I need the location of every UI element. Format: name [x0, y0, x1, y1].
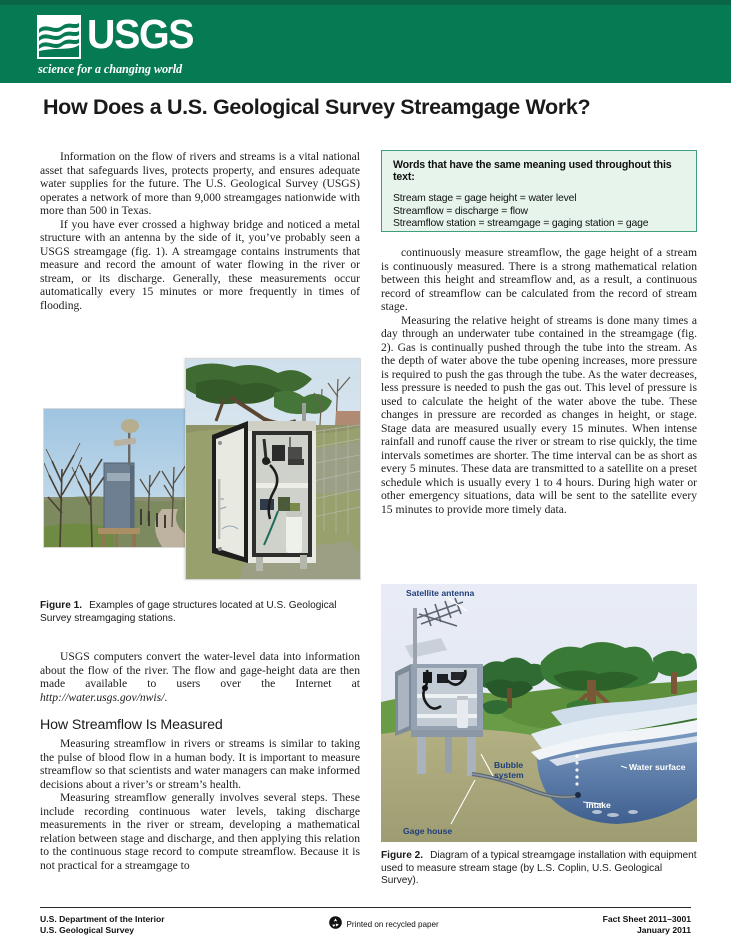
terminology-line-2: Streamflow = discharge = flow: [393, 205, 528, 217]
figure-2-label-satellite-antenna: Satellite antenna: [406, 588, 475, 598]
figure-2-caption-text: Diagram of a typical streamgage installation with equipment used to measure stream stage (by L.S. Coplin, U.S. Geological Survey).: [381, 850, 697, 887]
figure-2-label-intake: Intake: [586, 800, 611, 810]
figure-2-label-water-surface: Water surface: [629, 762, 686, 772]
nwis-url: http://water.usgs.gov/nwis/: [40, 690, 165, 704]
figure-2-label-gage-house: Gage house: [403, 826, 453, 836]
footer-recycled-text: Printed on recycled paper: [346, 919, 439, 929]
figure-1-images: [40, 355, 362, 590]
recycle-icon: [329, 916, 342, 932]
figure-1-photo-right: [185, 358, 361, 580]
header-top-stripe: [0, 0, 731, 5]
terminology-box-lines: [393, 193, 686, 231]
right-paragraph-1: continuously measure streamflow, the gage height of a stream is continuously measured. There is a strong mathematical relation between this height and streamflow and, as a result, a continuous record of streamflow can be calculated from the record of stream stage.: [381, 246, 697, 313]
footer-publication: [603, 914, 691, 936]
terminology-line-1: Stream stage = gage height = water level: [393, 193, 577, 204]
left-paragraph-3: [40, 650, 360, 704]
usgs-logo: [37, 11, 198, 77]
figure-1-photo-left: [43, 408, 198, 548]
terminology-box-title: Words that have the same meaning used throughout this text:: [393, 159, 672, 183]
left-column: [40, 150, 360, 312]
figure-1-label: Figure 1.: [40, 600, 83, 611]
terminology-callout-box: [381, 150, 697, 232]
footer-date: January 2011: [637, 925, 691, 936]
figure-2-caption: [381, 850, 697, 888]
figure-2-label-bubble-line2: system: [494, 770, 524, 780]
section-heading-how-streamflow-is-measured: How Streamflow Is Measured: [40, 717, 223, 733]
right-paragraph-2: Measuring the relative height of streams is done many times a day through an underwater tube contained in the streamgage (fig. 2). Gas is continually pushed through the tube into the stream. As the depth of water above the tube opening increases, more pressure is required to push the gas through the tube. As the water decreases, less pressure is needed to push the gas out. This level of pressure is used to calculate the height of the water above the tube. These changes in pressure are recorded as changes in height, or stage. Stage data are measured usually every 15 minutes. When intense rainfall and runoff cause the river or stream to rise quickly, the time intervals sometimes are shorter. The time interval can be as short as every 5 minutes. These data are transmitted to a satellite on a preset schedule which is usually every 1 to 4 hours. During high water or other emergency situations, data will be sent to the satellite every 15 minutes to provide more timely data.: [381, 313, 697, 516]
page-title: How Does a U.S. Geological Survey Streamgage Work?: [43, 95, 591, 119]
footer-agency: [40, 914, 165, 936]
usgs-tagline: science for a changing world: [38, 62, 183, 76]
usgs-wave-mark-icon: [37, 15, 81, 59]
usgs-wordmark: USGS: [87, 11, 194, 57]
terminology-line-3: Streamflow station = streamgage = gaging station = gage: [393, 218, 649, 230]
footer-fact-sheet-number: Fact Sheet 2011–3001: [602, 914, 691, 924]
right-column: [381, 246, 697, 516]
left-paragraph-5: Measuring streamflow generally involves several steps. These include recording continuous water levels, taking discharge measurements in the river or stream, developing a mathematical relation between stage and discharge, and then applying this relation to the continuous stage record to compute streamflow. Because it is not practical for a streamgage to: [40, 791, 360, 872]
figure-1-caption: [40, 600, 362, 625]
footer-survey: U.S. Geological Survey: [40, 925, 135, 936]
footer-recycled: [329, 916, 439, 932]
left-paragraph-1: Information on the flow of rivers and streams is a vital national asset that safeguards lives, protects property, and ensures adequate water supplies for the future. The U.S. Geological Survey (USGS) operates a network of more than 9,000 streamgages nationwide with more than 500 in Texas.: [40, 150, 360, 217]
left-paragraph-4: Measuring streamflow in rivers or streams is similar to taking the pulse of blood flow in a human body. It is important to measure streamflow so that scientists and water managers can make informed decisions about a river’s or stream’s health.: [40, 737, 360, 791]
usgs-header-band: [0, 0, 731, 83]
figure-2-label: Figure 2.: [381, 850, 424, 861]
figure-1-caption-text: Examples of gage structures located at U.S. Geological Survey streamgaging stations.: [40, 600, 337, 624]
left-paragraph-2: If you have ever crossed a highway bridge and noticed a metal structure with an antenna by the side of it, you’ve probably seen a USGS streamgage (fig. 1). A streamgage contains instruments that measure and record the amount of water flowing in the river or stream, or its discharge. Generally, these measurements occur automatically every 15 minutes or more frequently in times of flooding.: [40, 217, 360, 312]
left-paragraph-3-post: .: [164, 690, 168, 704]
figure-2-label-bubble-line1: Bubble: [494, 760, 524, 770]
footer-divider: [40, 907, 691, 908]
left-paragraph-3-pre: USGS computers convert the water-level data into information about the flow of the river. The flow and gage-height data are then made available to users over the Internet at: [40, 650, 360, 690]
footer-department: U.S. Department of the Interior: [40, 914, 165, 924]
page-footer: [40, 914, 691, 936]
figure-2-diagram: [381, 584, 697, 842]
left-column-continued: [40, 650, 360, 872]
